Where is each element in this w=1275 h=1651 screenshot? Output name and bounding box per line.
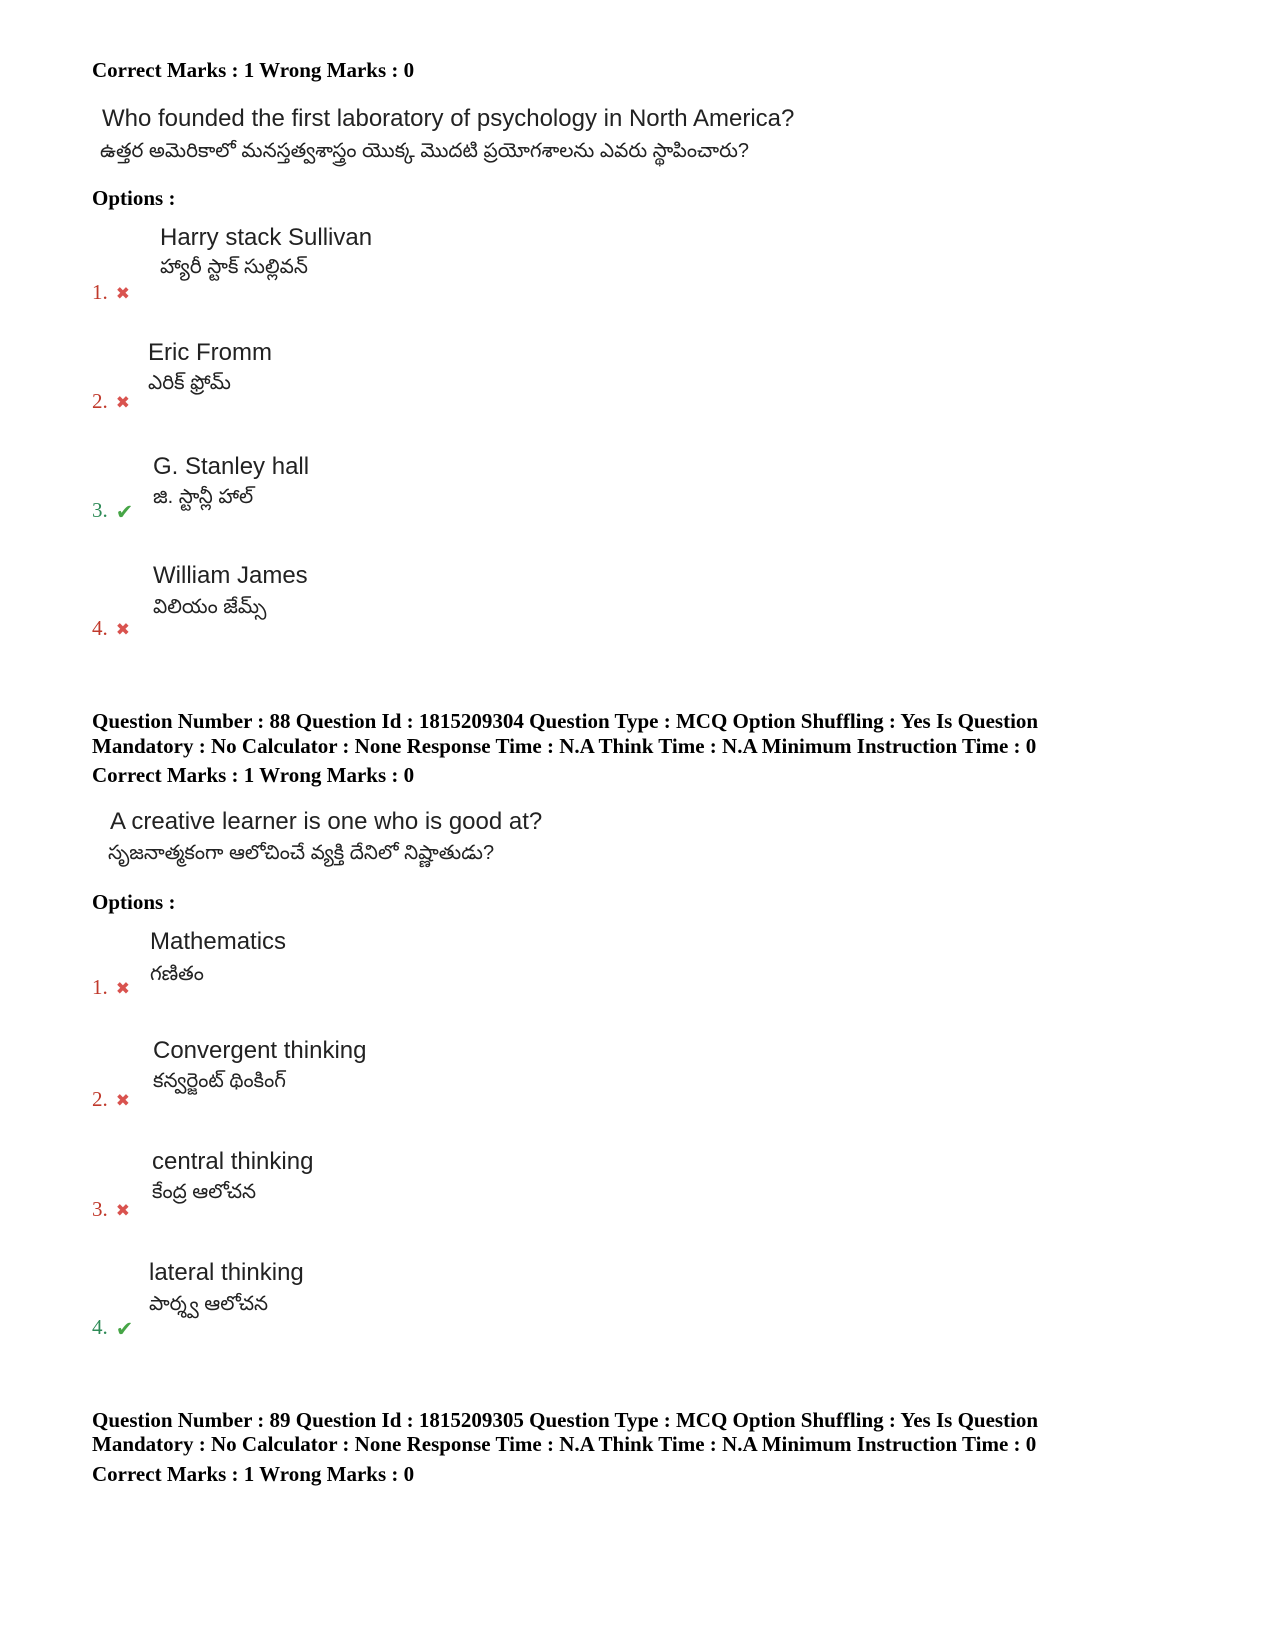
option-1-number: 1. ✖ [92,975,130,999]
option-3-text-en: G. Stanley hall [153,453,310,480]
check-mark-icon: ✔ [115,1316,134,1341]
question-meta-line-1: Question Number : 89 Question Id : 1815209305 Question Type : MCQ Option Shuffling : Yes Is Question [92,1408,1039,1432]
option-1-text-te: గణితం [150,963,204,985]
option-3-number: 3. ✖ [92,1197,130,1221]
question-meta-line-1: Question Number : 88 Question Id : 1815209304 Question Type : MCQ Option Shuffling : Yes Is Question [92,709,1039,733]
wrong-mark-icon: ✖ [115,1091,130,1111]
option-4-number: 4. ✔ [92,1315,134,1341]
options-label: Options : [92,186,176,210]
option-1-text-en: Mathematics [150,928,287,955]
option-2-text-en: Convergent thinking [153,1037,367,1064]
wrong-mark-icon: ✖ [115,1201,130,1221]
option-2-number: 2. ✖ [92,1087,130,1111]
check-mark-icon: ✔ [115,499,134,524]
question-meta-line-2: Mandatory : No Calculator : None Response Time : N.A Think Time : N.A Minimum Instruction Time : 0 [92,734,1037,758]
option-3-number: 3. ✔ [92,498,134,524]
question-meta-line-2: Mandatory : No Calculator : None Response Time : N.A Think Time : N.A Minimum Instruction Time : 0 [92,1432,1037,1456]
option-4-text-en: William James [153,562,308,589]
option-1-text-te: హ్యారీ స్టాక్ సుల్లివన్ [160,256,308,278]
marks-line: Correct Marks : 1 Wrong Marks : 0 [92,763,415,787]
option-4-text-te: పార్శ్వ ఆలోచన [149,1293,269,1315]
option-3-text-te: జి. స్టాన్లీ హాల్ [153,486,254,508]
option-2-number: 2. ✖ [92,389,130,413]
option-4-number: 4. ✖ [92,616,130,640]
option-2-text-te: ఎరిక్ ఫ్రోమ్ [148,372,231,394]
question-text-en: Who founded the first laboratory of psychology in North America? [102,105,795,132]
question-text-te: ఉత్తర అమెరికాలో మనస్తత్వశాస్త్రం యొక్క మొదటి ప్రయోగశాలను ఎవరు స్థాపించారు? [100,140,749,162]
wrong-mark-icon: ✖ [115,979,130,999]
option-3-text-en: central thinking [152,1148,314,1175]
option-4-text-te: విలియం జేమ్స్ [153,596,267,618]
option-4-text-en: lateral thinking [149,1259,304,1286]
wrong-mark-icon: ✖ [115,284,130,304]
wrong-mark-icon: ✖ [115,393,130,413]
marks-line: Correct Marks : 1 Wrong Marks : 0 [92,1462,415,1486]
options-label: Options : [92,890,176,914]
option-2-text-te: కన్వర్జెంట్ థింకింగ్ [153,1070,286,1092]
option-3-text-te: కేంద్ర ఆలోచన [152,1181,257,1203]
option-2-text-en: Eric Fromm [148,339,272,366]
question-text-en: A creative learner is one who is good at? [110,808,543,835]
wrong-mark-icon: ✖ [115,620,130,640]
option-1-text-en: Harry stack Sullivan [160,224,373,251]
option-1-number: 1. ✖ [92,280,130,304]
marks-line: Correct Marks : 1 Wrong Marks : 0 [92,58,415,82]
question-text-te: సృజనాత్మకంగా ఆలోచించే వ్యక్తి దేనిలో నిష్ణాతుడు? [108,842,495,864]
